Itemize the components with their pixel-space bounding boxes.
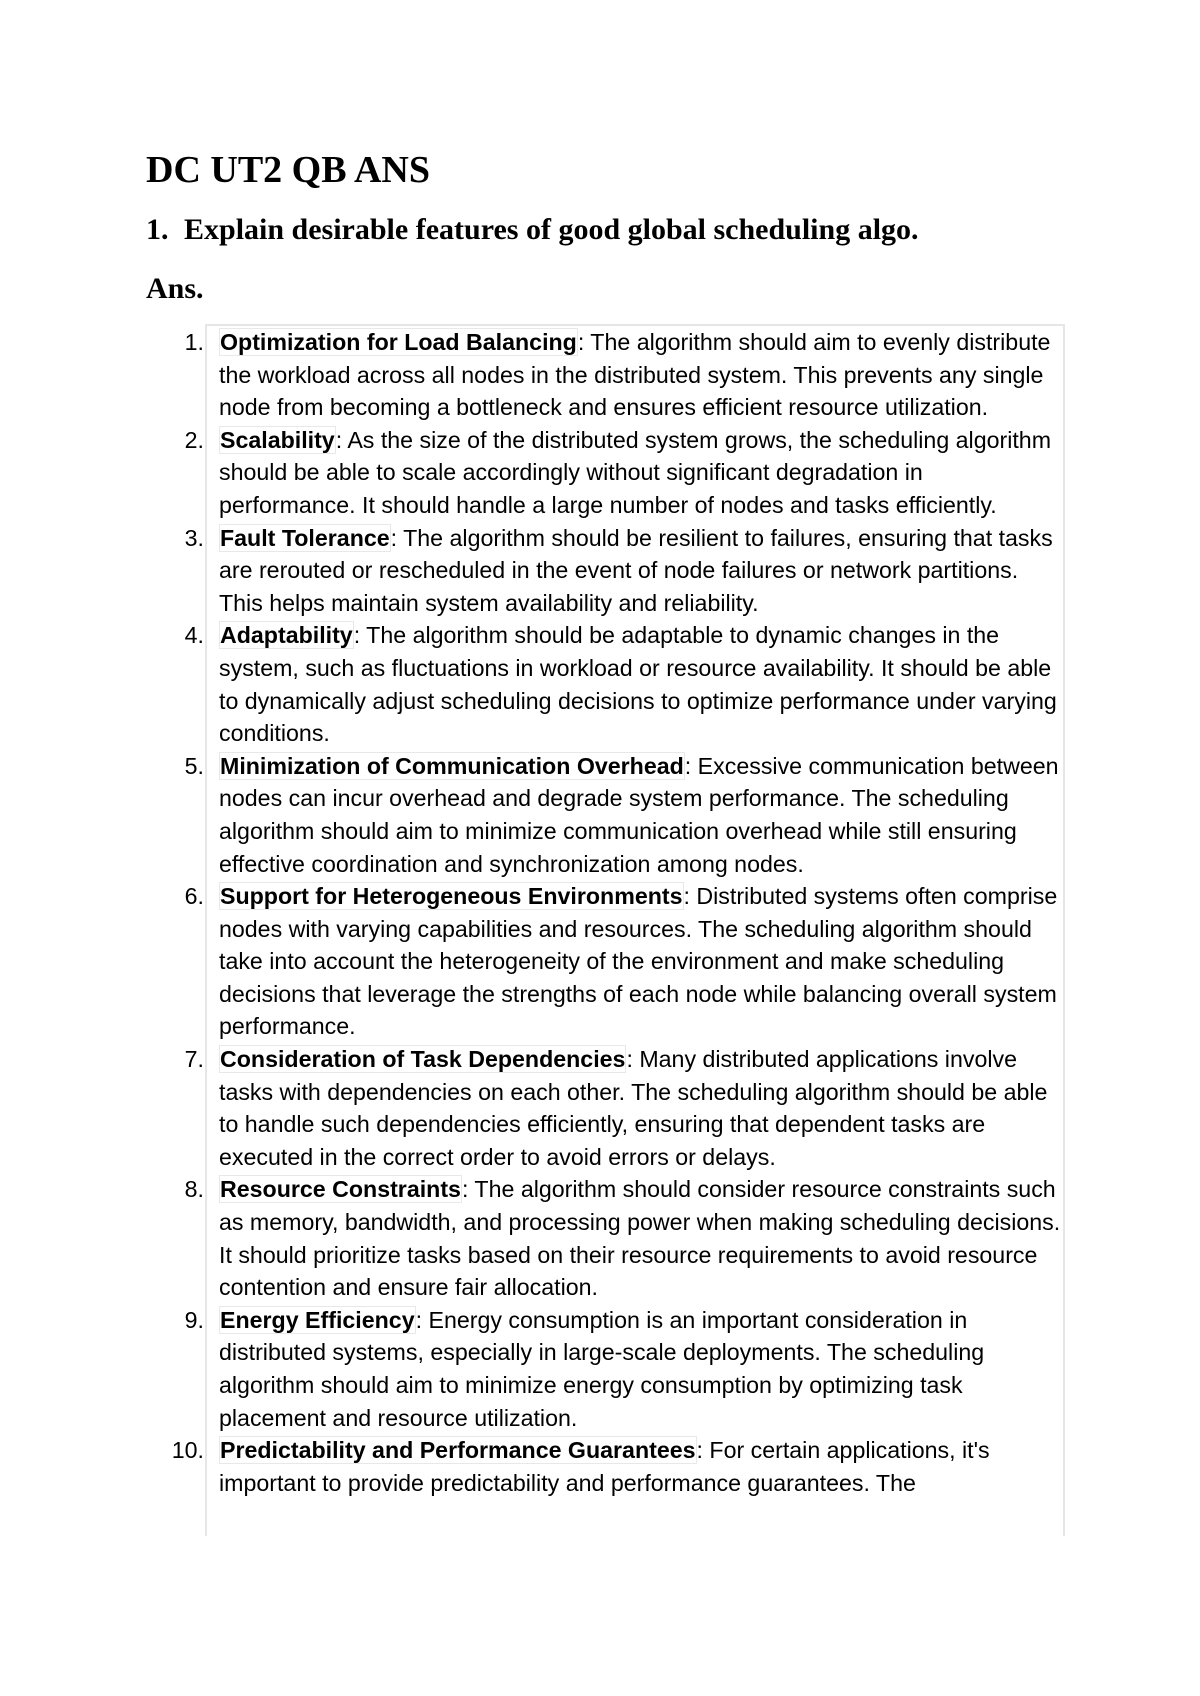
item-term: Adaptability	[220, 622, 353, 649]
item-number: 9.	[184, 1306, 204, 1333]
list-item	[171, 1434, 1062, 1499]
item-term: Predictability and Performance Guarantees	[220, 1437, 696, 1464]
item-number: 6.	[184, 883, 204, 910]
list-item	[184, 1173, 1062, 1303]
item-text: : The algorithm should be resilient to failures, ensuring that tasks are rerouted or rescheduled in the event of node failures or network partitions. This helps maintain system availability and reliability.	[219, 524, 1053, 616]
item-term: Energy Efficiency	[220, 1306, 415, 1333]
answer-label: Ans.	[146, 272, 204, 305]
item-text: : The algorithm should be adaptable to dynamic changes in the system, such as fluctuations in workload or resource availability. It should be able to dynamically adjust scheduling decisions to optimize performance under varying conditions.	[219, 622, 1057, 747]
item-number: 4.	[184, 622, 204, 649]
item-term: Resource Constraints	[220, 1176, 461, 1203]
question-heading	[146, 212, 919, 248]
list-item	[184, 1043, 1062, 1173]
item-number: 10.	[171, 1437, 204, 1464]
item-number: 1.	[184, 329, 204, 355]
item-term: Minimization of Communication Overhead	[220, 752, 684, 779]
question-number: 1.	[146, 213, 169, 246]
list-item	[184, 326, 1062, 424]
item-number: 5.	[184, 752, 204, 779]
list-item	[184, 522, 1062, 620]
item-number: 3.	[184, 524, 204, 551]
item-term: Optimization for Load Balancing	[220, 329, 577, 355]
list-item	[184, 880, 1062, 1043]
item-term: Scalability	[220, 426, 335, 453]
answer-box	[171, 324, 1065, 1536]
item-text: : Distributed systems often comprise nodes with varying capabilities and resources. The scheduling algorithm should take into account the heterogeneity of the environment and make scheduling decisions that leverage the strengths of each node while balancing overall system performance.	[219, 883, 1058, 1040]
item-text: : The algorithm should consider resource constraints such as memory, bandwidth, and processing power when making scheduling decisions. It should prioritize tasks based on their resource requirements to avoid resource contention and ensure fair allocation.	[219, 1176, 1061, 1301]
document-title: DC UT2 QB ANS	[146, 149, 430, 191]
list-item	[184, 619, 1062, 749]
item-text: : Many distributed applications involve tasks with dependencies on each other. The scheduling algorithm should be able to handle such dependencies efficiently, ensuring that dependent tasks are executed in the correct order to avoid errors or delays.	[219, 1046, 1048, 1170]
item-text: : For certain applications, it's important to provide predictability and performance guarantees. The	[219, 1437, 990, 1496]
item-text: : As the size of the distributed system grows, the scheduling algorithm should be able to scale accordingly without significant degradation in performance. It should handle a large number of nodes and tasks efficiently.	[219, 426, 1052, 518]
item-text: : The algorithm should aim to evenly distribute the workload across all nodes in the distributed system. This prevents any single node from becoming a bottleneck and ensures efficient resource utilization.	[219, 329, 1051, 421]
item-text: : Excessive communication between nodes can incur overhead and degrade system performance. The scheduling algorithm should aim to minimize communication overhead while still ensuring effective coordination and synchronization among nodes.	[219, 752, 1059, 877]
list-item	[184, 750, 1062, 880]
item-term: Fault Tolerance	[220, 524, 390, 551]
item-term: Support for Heterogeneous Environments	[220, 883, 683, 910]
item-number: 7.	[184, 1046, 204, 1073]
list-item	[184, 1304, 1062, 1434]
item-number: 8.	[184, 1176, 204, 1203]
item-number: 2.	[184, 426, 204, 453]
answer-list	[171, 326, 1062, 1499]
item-term: Consideration of Task Dependencies	[220, 1046, 626, 1073]
question-text: Explain desirable features of good global scheduling algo.	[184, 213, 919, 246]
item-text: : Energy consumption is an important consideration in distributed systems, especially in large-scale deployments. The scheduling algorithm should aim to minimize energy consumption by optimizing task placement and resource utilization.	[219, 1306, 985, 1431]
list-item	[184, 424, 1062, 522]
